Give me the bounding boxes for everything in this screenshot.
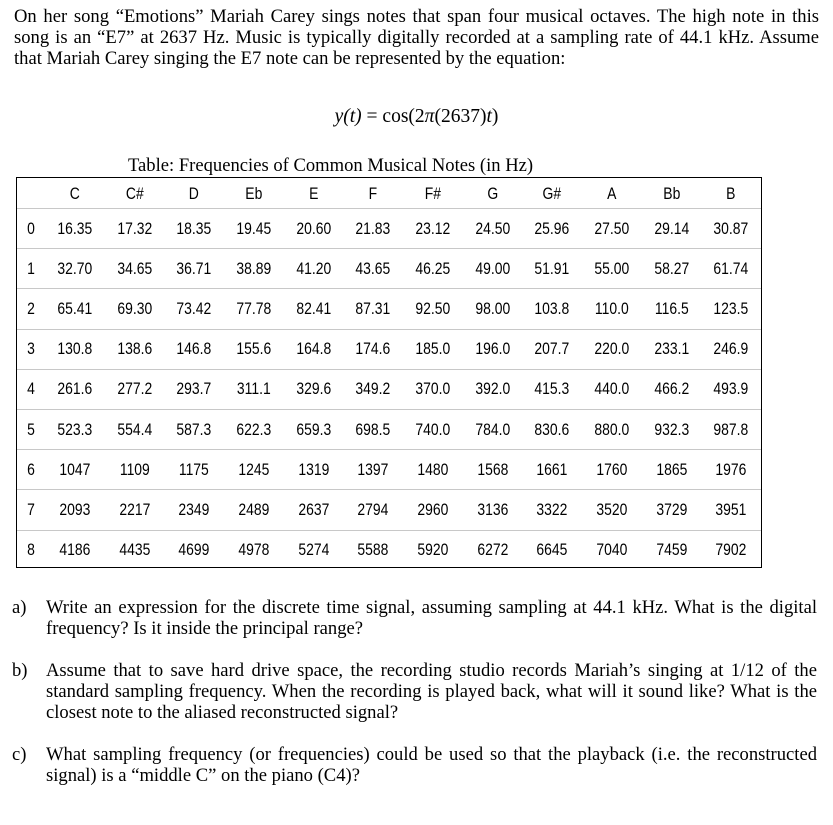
frequency-cell: 196.0	[475, 340, 510, 359]
equation-rhs-suffix: )	[491, 106, 499, 127]
column-header: C#	[125, 184, 144, 203]
octave-label: 7	[27, 500, 35, 519]
question-letter: a)	[12, 597, 27, 618]
frequency-cell: 7459	[656, 541, 687, 560]
frequency-cell: 5274	[297, 541, 329, 560]
frequency-cell: 155.6	[236, 340, 272, 359]
frequency-cell: 3322	[536, 500, 568, 519]
frequency-cell: 16.35	[57, 219, 93, 238]
frequency-cell: 659.3	[296, 420, 331, 439]
frequency-cell: 554.4	[117, 420, 152, 439]
question-text: Write an expression for the discrete time signal, assuming sampling at 44.1 kHz. What is the digital frequency? Is it inside the principal range?	[46, 597, 817, 639]
frequency-cell: 880.0	[594, 420, 630, 439]
frequency-cell: 207.7	[534, 340, 570, 359]
frequency-cell: 233.1	[654, 340, 689, 359]
frequency-cell: 123.5	[713, 299, 749, 318]
frequency-cell: 1865	[656, 460, 687, 479]
frequency-cell: 784.0	[475, 420, 510, 439]
question-text: Assume that to save hard drive space, the recording studio records Mariah’s singing at 1/12 of the standard sampling frequency. When the recording is played back, what will it sound like? What is the closest note to the aliased reconstructed signal?	[46, 660, 817, 723]
frequency-cell: 246.9	[713, 340, 749, 359]
octave-label: 0	[27, 219, 35, 238]
frequency-cell: 7040	[596, 541, 628, 560]
frequency-cell: 21.83	[355, 219, 391, 238]
frequency-cell: 2217	[118, 500, 150, 519]
frequency-cell: 698.5	[355, 420, 391, 439]
frequency-cell: 1397	[357, 460, 389, 479]
frequency-cell: 932.3	[654, 420, 689, 439]
table-row	[17, 530, 761, 571]
frequency-cell: 32.70	[57, 259, 93, 278]
question-text: What sampling frequency (or frequencies) could be used so that the playback (i.e. the reconstructed signal) is a “middle C” on the piano (C4)?	[46, 744, 817, 786]
table-title: Table: Frequencies of Common Musical Notes (in Hz)	[128, 155, 534, 176]
frequency-cell: 1175	[179, 460, 210, 479]
table-row	[17, 248, 761, 289]
octave-label: 6	[27, 460, 35, 479]
frequency-cell: 1661	[536, 460, 568, 479]
frequency-cell: 293.7	[176, 380, 212, 399]
frequency-cell: 3729	[656, 500, 687, 519]
frequency-cell: 98.00	[475, 299, 510, 318]
frequency-cell: 1047	[59, 460, 91, 479]
frequency-cell: 493.9	[713, 380, 749, 399]
frequency-cell: 77.78	[236, 299, 272, 318]
question-letter: c)	[12, 744, 27, 765]
frequency-cell: 29.14	[654, 219, 689, 238]
frequency-cell: 349.2	[355, 380, 391, 399]
frequency-cell: 466.2	[654, 380, 689, 399]
frequency-cell: 220.0	[594, 340, 630, 359]
frequency-cell: 6272	[476, 541, 508, 560]
frequency-cell: 17.32	[117, 219, 152, 238]
frequency-cell: 329.6	[296, 380, 331, 399]
frequency-cell: 49.00	[475, 259, 510, 278]
frequency-cell: 311.1	[236, 380, 271, 399]
frequency-cell: 65.41	[57, 299, 93, 318]
frequency-cell: 830.6	[534, 420, 570, 439]
frequency-cell: 7902	[715, 541, 747, 560]
column-header: G#	[542, 184, 562, 203]
equation-rhs-prefix: = cos(2	[361, 106, 425, 127]
frequency-cell: 46.25	[415, 259, 451, 278]
frequency-cell: 130.8	[57, 340, 93, 359]
column-header: Bb	[662, 184, 681, 203]
frequency-cell: 185.0	[415, 340, 451, 359]
frequency-cell: 103.8	[534, 299, 570, 318]
frequency-cell: 55.00	[594, 259, 630, 278]
frequency-cell: 116.5	[654, 299, 689, 318]
frequency-cell: 58.27	[654, 259, 689, 278]
column-header: Eb	[245, 184, 263, 203]
frequency-cell: 415.3	[534, 380, 570, 399]
equation-t: t	[486, 106, 492, 127]
question-item	[12, 597, 817, 639]
column-header: C	[69, 184, 80, 203]
frequency-cell: 1109	[119, 460, 150, 479]
frequency-cell: 23.12	[415, 219, 451, 238]
frequency-cell: 523.3	[57, 420, 93, 439]
frequency-cell: 987.8	[713, 420, 749, 439]
frequency-cell: 164.8	[296, 340, 331, 359]
frequency-cell: 370.0	[415, 380, 451, 399]
octave-label: 2	[27, 299, 35, 318]
octave-label: 3	[27, 340, 35, 359]
frequency-cell: 1245	[238, 460, 270, 479]
frequency-cell: 34.65	[117, 259, 152, 278]
column-header: D	[189, 184, 200, 203]
table-row	[17, 409, 761, 450]
frequency-cell: 138.6	[117, 340, 152, 359]
frequency-cell: 2093	[59, 500, 91, 519]
frequency-cell: 30.87	[713, 219, 749, 238]
frequency-cell: 73.42	[176, 299, 212, 318]
questions-list	[12, 597, 817, 807]
frequency-cell: 174.6	[355, 340, 391, 359]
frequency-cell: 27.50	[594, 219, 630, 238]
frequency-cell: 4186	[59, 541, 91, 560]
frequency-cell: 43.65	[355, 259, 391, 278]
frequency-cell: 2794	[357, 500, 389, 519]
frequency-cell: 4978	[238, 541, 270, 560]
frequency-cell: 3951	[715, 500, 747, 519]
equation-rhs-mid: (2637)	[434, 106, 487, 127]
equation-pi: π	[424, 106, 435, 127]
frequency-cell: 4699	[178, 541, 210, 560]
column-header: F	[368, 184, 378, 203]
frequency-cell: 20.60	[296, 219, 331, 238]
octave-label: 1	[27, 259, 35, 278]
intro-paragraph: On her song “Emotions” Mariah Carey sings notes that span four musical octaves. The high note in this song is an “E7” at 2637 Hz. Music is typically digitally recorded at a sampling rate of 44.1 kHz. Assume that Mariah Carey singing the E7 note can be represented by the equation:	[14, 6, 819, 69]
frequency-cell: 6645	[536, 541, 568, 560]
frequency-cell: 92.50	[415, 299, 451, 318]
frequency-cell: 87.31	[355, 299, 391, 318]
frequency-cell: 51.91	[534, 259, 570, 278]
frequency-cell: 4435	[118, 541, 150, 560]
column-header: G	[487, 184, 498, 203]
frequency-cell: 277.2	[117, 380, 152, 399]
frequency-cell: 19.45	[236, 219, 272, 238]
frequency-cell: 24.50	[475, 219, 510, 238]
table-header-row	[17, 178, 761, 210]
frequency-cell: 5588	[357, 541, 389, 560]
frequency-cell: 2489	[238, 500, 270, 519]
frequency-cell: 146.8	[176, 340, 212, 359]
frequency-cell: 740.0	[415, 420, 451, 439]
question-item	[12, 660, 817, 723]
equation	[0, 106, 833, 128]
column-header: E	[308, 184, 319, 203]
frequency-cell: 69.30	[117, 299, 152, 318]
frequency-cell: 82.41	[296, 299, 331, 318]
table-row	[17, 489, 761, 530]
frequency-cell: 36.71	[176, 259, 212, 278]
frequency-cell: 1480	[417, 460, 449, 479]
column-header: F#	[424, 184, 441, 203]
frequency-cell: 3520	[596, 500, 628, 519]
table-row	[17, 288, 761, 329]
frequency-cell: 622.3	[236, 420, 272, 439]
equation-lhs: y(t)	[334, 106, 362, 127]
frequency-cell: 1568	[476, 460, 508, 479]
frequency-cell: 61.74	[713, 259, 749, 278]
octave-label: 8	[27, 541, 35, 560]
table-row	[17, 208, 761, 249]
frequency-cell: 392.0	[475, 380, 510, 399]
frequency-cell: 1976	[715, 460, 747, 479]
column-header: A	[607, 184, 617, 203]
table-row	[17, 369, 761, 410]
frequency-cell: 41.20	[296, 259, 331, 278]
frequency-cell: 3136	[476, 500, 508, 519]
frequency-cell: 5920	[417, 541, 449, 560]
table-row	[17, 329, 761, 370]
frequency-cell: 110.0	[594, 299, 629, 318]
frequency-cell: 1319	[297, 460, 329, 479]
frequency-cell: 1760	[596, 460, 628, 479]
frequency-cell: 2960	[417, 500, 449, 519]
frequency-cell: 18.35	[176, 219, 212, 238]
frequency-cell: 25.96	[534, 219, 570, 238]
frequency-cell: 587.3	[176, 420, 212, 439]
table-row	[17, 449, 761, 490]
frequency-cell: 38.89	[236, 259, 272, 278]
frequency-table	[16, 177, 762, 568]
octave-label: 4	[27, 380, 35, 399]
question-letter: b)	[12, 660, 28, 681]
frequency-cell: 2349	[178, 500, 210, 519]
column-header: B	[726, 184, 736, 203]
frequency-cell: 440.0	[594, 380, 630, 399]
frequency-cell: 2637	[297, 500, 329, 519]
octave-label: 5	[27, 420, 35, 439]
frequency-cell: 261.6	[57, 380, 93, 399]
question-item	[12, 744, 817, 786]
